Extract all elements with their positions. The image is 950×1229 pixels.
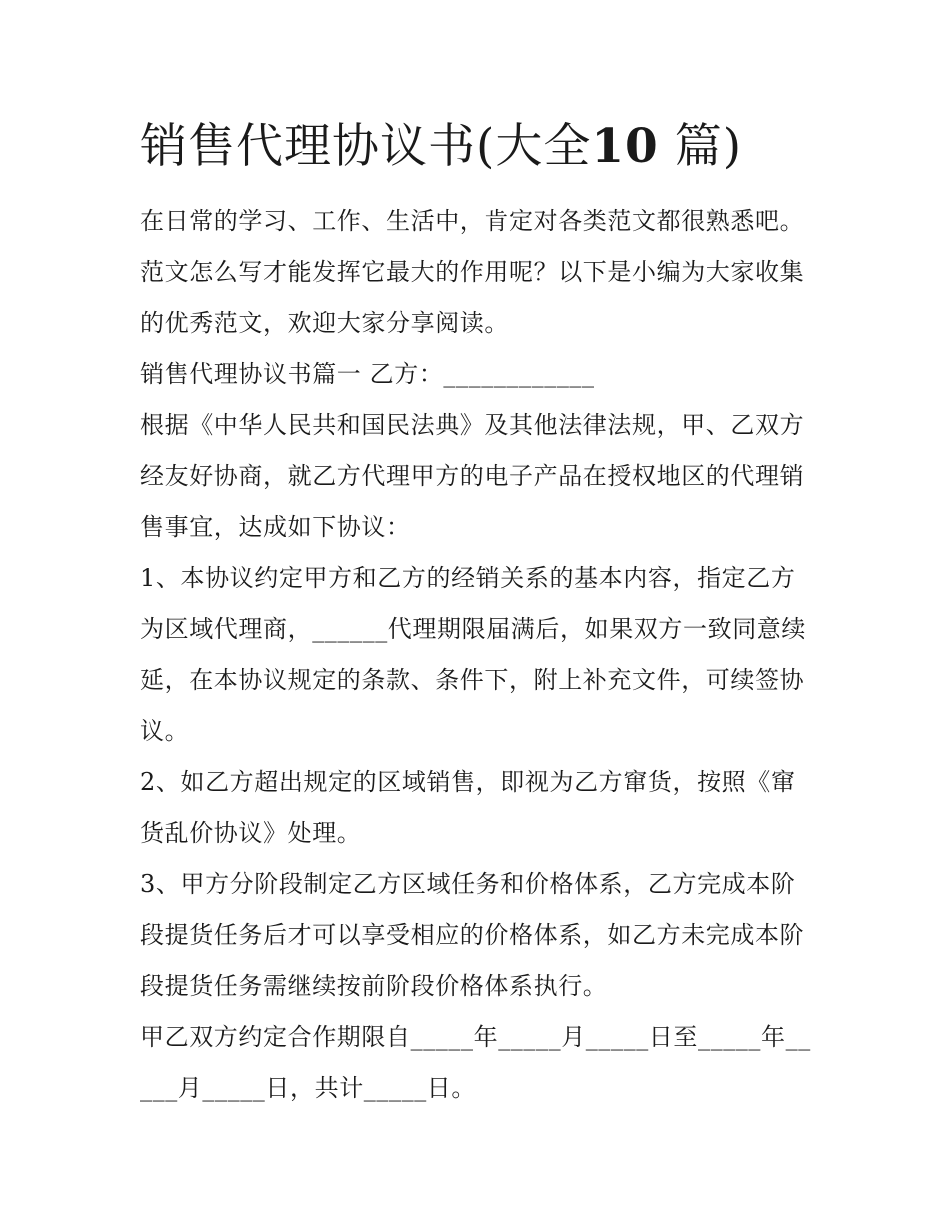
document-body [140, 196, 820, 1114]
clause-2: 2、如乙方超出规定的区域销售，即视为乙方窜货，按照《窜货乱价协议》处理。 [140, 768, 796, 847]
title-prefix: 销售代理协议书(大全 [140, 119, 592, 174]
title-suffix: 篇) [674, 119, 743, 174]
intro-paragraph: 在日常的学习、工作、生活中，肯定对各类范文都很熟悉吧。范文怎么写才能发挥它最大的作用呢？以下是小编为大家收集的优秀范文，欢迎大家分享阅读。 [140, 207, 805, 337]
clause-3: 3、甲方分阶段制定乙方区域任务和价格体系，乙方完成本阶段提货任务后才可以享受相应的价格体系，如乙方未完成本阶段提货任务需继续按前阶段价格体系执行。 [140, 870, 805, 1000]
preamble-paragraph: 根据《中华人民共和国民法典》及其他法律法规，甲、乙双方经友好协商，就乙方代理甲方的电子产品在授权地区的代理销售事宜，达成如下协议： [140, 411, 805, 541]
term-clause: 甲乙双方约定合作期限自_____年_____月_____日至_____年_____月_____日，共计_____日。 [140, 1023, 811, 1102]
section-heading-party-b: 销售代理协议书篇一 乙方：____________ [140, 360, 595, 388]
title-number: 10 [591, 119, 659, 174]
clause-1: 1、本协议约定甲方和乙方的经销关系的基本内容，指定乙方为区域代理商，______代理期限届满后，如果双方一致同意续延，在本协议规定的条款、条件下，附上补充文件，可续签协议。 [140, 564, 806, 745]
document-title [140, 114, 860, 180]
